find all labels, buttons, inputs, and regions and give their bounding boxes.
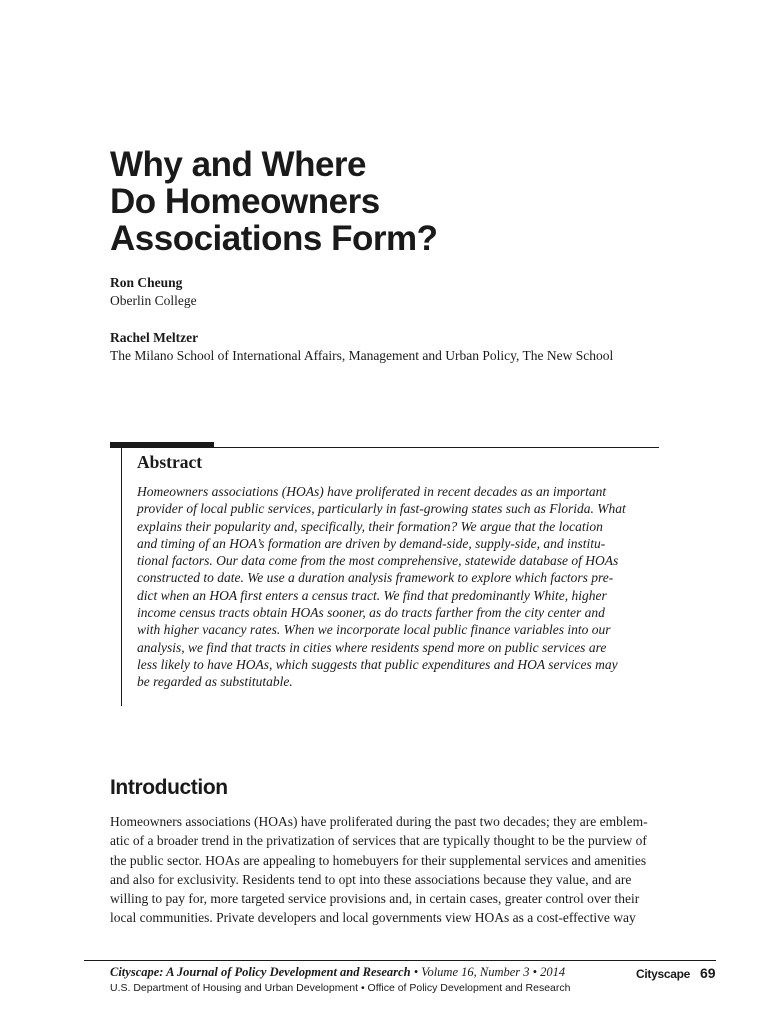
abstract-line: less likely to have HOAs, which suggests that public expenditures and HOA services may: [137, 656, 618, 672]
author-name: Rachel Meltzer: [110, 330, 199, 345]
footer-issue: • Volume 16, Number 3 • 2014: [413, 965, 566, 979]
author-name: Ron Cheung: [110, 275, 183, 290]
footer-journal-name: Cityscape: A Journal of Policy Development and Research: [110, 965, 411, 979]
introduction-line: Homeowners associations (HOAs) have proliferated during the past two decades; they are emblem-: [110, 814, 648, 829]
abstract-rule-thick: [110, 442, 214, 448]
abstract-line: dict when an HOA first enters a census tract. We find that predominantly White, higher: [137, 587, 607, 603]
abstract-line: constructed to date. We use a duration analysis framework to explore which factors pre-: [137, 570, 614, 586]
title-line: Associations Form?: [110, 219, 438, 258]
introduction-line: and also for exclusivity. Residents tend to opt into these associations because they value, and are: [110, 871, 632, 887]
title-line: Why and Where: [110, 145, 367, 184]
author-affiliation: Oberlin College: [110, 293, 197, 308]
abstract-line: Homeowners associations (HOAs) have proliferated in recent decades as an important: [137, 484, 607, 499]
abstract-line: tional factors. Our data come from the most comprehensive, statewide database of HOAs: [137, 553, 619, 569]
introduction-line: local communities. Private developers and local governments view HOAs as a cost-effective way: [110, 910, 636, 926]
introduction-line: willing to pay for, more targeted service provisions and, in certain cases, greater control over their: [110, 891, 640, 907]
abstract-line: provider of local public services, particularly in fast-growing states such as Florida. What: [137, 501, 626, 517]
abstract-side-rule: [121, 448, 122, 706]
abstract-line: and timing of an HOA’s formation are driven by demand-side, supply-side, and institu-: [137, 535, 606, 551]
title-line: Do Homeowners: [110, 182, 380, 221]
abstract-rule-thin: [214, 447, 659, 448]
article-title: [110, 146, 630, 257]
footer-department: U.S. Department of Housing and Urban Development • Office of Policy Development and Research: [110, 982, 571, 994]
abstract-line: income census tracts obtain HOAs sooner, as do tracts farther from the city center and: [137, 605, 605, 621]
abstract-line: be regarded as substitutable.: [137, 674, 293, 690]
abstract-line: with higher vacancy rates. When we incorporate local public finance variables into our: [137, 622, 611, 638]
introduction-heading: Introduction: [110, 776, 228, 799]
abstract-line: analysis, we find that tracts in cities where residents spend more on public services are: [137, 639, 607, 655]
introduction-line: the public sector. HOAs are appealing to homebuyers for their supplemental services and amenities: [110, 852, 647, 868]
abstract-body: [137, 483, 667, 691]
footer-rule: [84, 960, 716, 961]
page-number: 69: [700, 965, 716, 981]
footer-brand: Cityscape: [636, 967, 690, 981]
introduction-body: [110, 812, 690, 928]
footer-journal-citation: [110, 965, 565, 980]
abstract-heading: Abstract: [137, 452, 203, 472]
author-affiliation: The Milano School of International Affairs, Management and Urban Policy, The New School: [110, 348, 614, 363]
introduction-line: atic of a broader trend in the privatization of services that are typically thought to be the purview of: [110, 833, 647, 849]
abstract-line: explains their popularity and, specifically, their formation? We argue that the location: [137, 518, 603, 534]
